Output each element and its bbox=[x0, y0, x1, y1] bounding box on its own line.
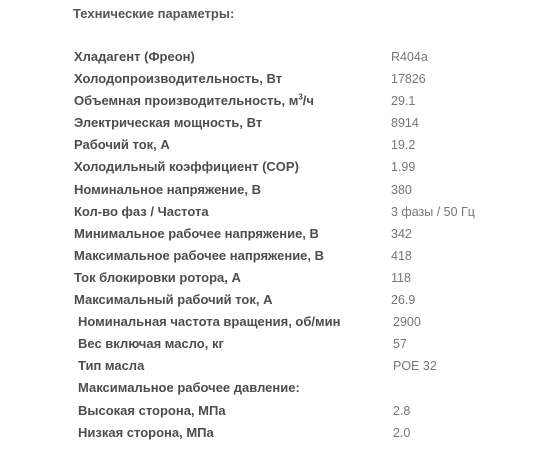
spec-value: 418 bbox=[391, 248, 412, 263]
spec-label: Максимальное рабочее давление: bbox=[78, 380, 300, 396]
spec-label: Низкая сторона, МПа bbox=[78, 424, 214, 440]
spec-row-phases-frequency bbox=[0, 201, 550, 223]
spec-value: 2.0 bbox=[393, 425, 411, 440]
spec-row-nominal-voltage bbox=[0, 179, 550, 201]
spec-label-suffix: /ч bbox=[302, 93, 314, 109]
spec-row-max-operating-current bbox=[0, 289, 550, 311]
spec-label: Кол-во фаз / Частота bbox=[74, 203, 209, 219]
spec-row-max-voltage bbox=[0, 245, 550, 267]
spec-row-weight bbox=[0, 333, 550, 355]
spec-value: 8914 bbox=[391, 116, 419, 131]
spec-row-electric-power bbox=[0, 112, 550, 134]
section-heading: Технические параметры: bbox=[73, 6, 235, 21]
spec-value: 26.9 bbox=[391, 293, 416, 308]
spec-label: Рабочий ток, А bbox=[74, 137, 170, 153]
spec-label: Вес включая масло, кг bbox=[78, 336, 224, 352]
spec-label: Номинальное напряжение, В bbox=[74, 181, 261, 197]
spec-row-refrigerant bbox=[0, 46, 550, 68]
spec-row-operating-current bbox=[0, 134, 550, 156]
spec-value: 342 bbox=[391, 226, 412, 241]
spec-row-cop bbox=[0, 156, 550, 178]
spec-value: 2.8 bbox=[393, 403, 411, 418]
spec-value: 380 bbox=[391, 182, 412, 197]
spec-row-high-side-pressure bbox=[0, 400, 550, 422]
spec-label: Максимальный рабочий ток, А bbox=[74, 292, 273, 308]
spec-value: POE 32 bbox=[393, 359, 437, 374]
spec-row-rotation-speed bbox=[0, 311, 550, 333]
spec-list bbox=[0, 46, 550, 444]
spec-row-min-voltage bbox=[0, 223, 550, 245]
spec-label: Номинальная частота вращения, об/мин bbox=[78, 314, 341, 330]
spec-label: Высокая сторона, МПа bbox=[78, 402, 226, 418]
spec-label bbox=[74, 93, 314, 109]
spec-row-locked-rotor-current bbox=[0, 267, 550, 289]
spec-value: 19.2 bbox=[391, 138, 416, 153]
spec-label: Ток блокировки ротора, А bbox=[74, 269, 241, 285]
spec-label: Электрическая мощность, Вт bbox=[74, 115, 263, 131]
spec-label: Минимальное рабочее напряжение, В bbox=[74, 225, 319, 241]
spec-label: Хладагент (Фреон) bbox=[74, 49, 195, 64]
spec-row-max-pressure-header bbox=[0, 377, 550, 399]
spec-value: 17826 bbox=[391, 72, 426, 87]
spec-value: 29.1 bbox=[391, 94, 416, 109]
spec-label: Максимальное рабочее напряжение, В bbox=[74, 247, 325, 263]
spec-row-volumetric-capacity bbox=[0, 90, 550, 112]
spec-label-text: Объемная производительность, м bbox=[74, 93, 299, 109]
spec-value: 118 bbox=[391, 270, 411, 285]
spec-value: 1.99 bbox=[391, 160, 416, 175]
spec-value: 57 bbox=[393, 337, 407, 352]
spec-row-oil-type bbox=[0, 355, 550, 377]
spec-row-cooling-capacity bbox=[0, 68, 550, 90]
spec-label-superscript: 3 bbox=[298, 92, 303, 102]
spec-value: 3 фазы / 50 Гц bbox=[391, 204, 475, 219]
spec-label: Тип масла bbox=[78, 358, 145, 374]
spec-value: R404a bbox=[391, 50, 428, 64]
spec-row-low-side-pressure bbox=[0, 422, 550, 444]
spec-label: Холодопроизводительность, Вт bbox=[74, 71, 283, 87]
spec-value: 2900 bbox=[393, 315, 421, 330]
spec-label: Холодильный коэффициент (COP) bbox=[74, 159, 299, 175]
